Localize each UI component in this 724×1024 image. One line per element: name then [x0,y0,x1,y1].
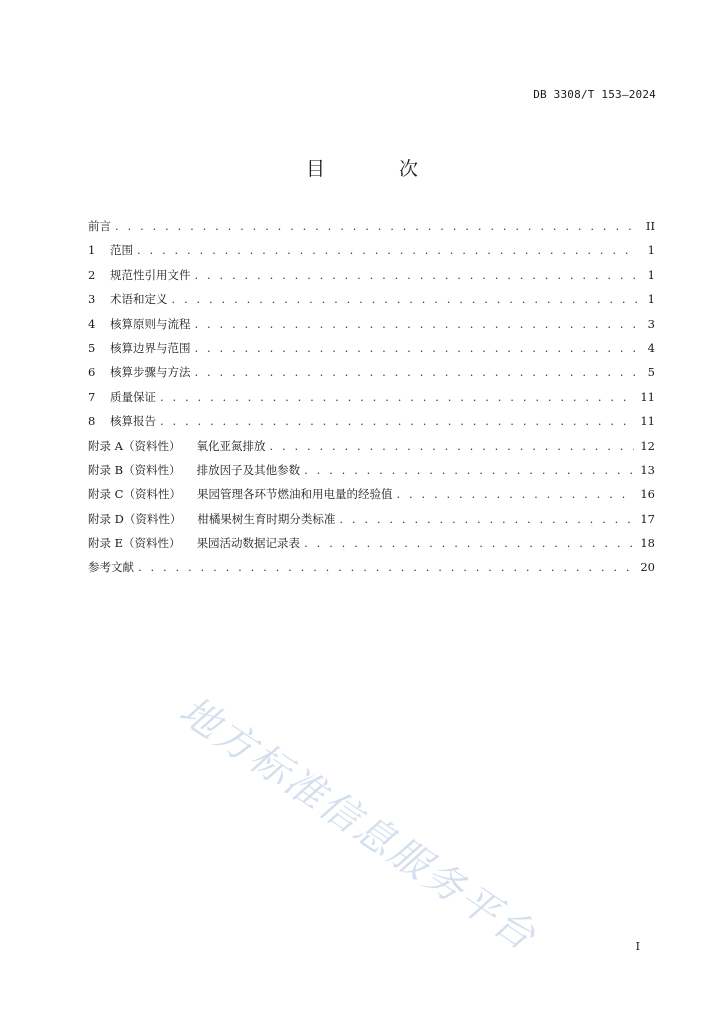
toc-entry-page: 5 [647,365,655,380]
toc-entry-normative-references[interactable] [88,267,655,291]
toc-entry-number: 4 [88,316,96,331]
toc-entry-number: 8 [88,414,96,429]
toc-dot-leader [195,317,638,331]
toc-dot-leader [138,560,634,574]
toc-entry-page: II [645,219,655,233]
toc-entry-appendix-a[interactable] [88,438,655,462]
toc-entry-appendix-e[interactable] [88,535,655,559]
toc-entry-label: 3 术语和定义 [88,292,168,307]
toc-entry-boundary[interactable] [88,340,655,364]
toc-entry-page: 11 [640,414,655,429]
watermark-text: 地方标准信息服务平台 [171,688,545,961]
toc-dot-leader [160,414,634,428]
toc-entry-label: 附录 C（资料性） 果园管理各环节燃油和用电量的经验值 [88,487,393,502]
toc-entry-label: 附录 B（资料性） 排放因子及其他参数 [88,462,301,477]
page-number: I [635,940,640,953]
toc-entry-scope[interactable] [88,242,655,266]
toc-dot-leader [137,243,637,257]
toc-entry-number: 6 [88,365,96,380]
toc-entry-page: 12 [640,438,655,453]
toc-entry-label: 6 核算步骤与方法 [88,365,191,380]
toc-entry-page: 13 [640,462,655,477]
toc-entry-appendix-b[interactable] [88,462,655,486]
toc-entry-label: 附录 E（资料性） 果园活动数据记录表 [88,536,301,551]
toc-entry-label: 8 核算报告 [88,414,156,429]
toc-entry-number: 2 [88,267,96,282]
toc-entry-page: 3 [647,316,655,331]
toc-entry-page: 1 [647,267,655,282]
toc-entry-steps[interactable] [88,364,655,388]
toc-dot-leader [195,268,638,282]
page-title: 目 次 [305,158,453,180]
toc-entry-report[interactable] [88,413,655,437]
toc-dot-leader [195,365,638,379]
toc-appendix-prefix: 附录 B（资料性） [88,462,181,477]
toc-entry-label: 4 核算原则与流程 [88,316,191,331]
toc-appendix-prefix: 附录 C（资料性） [88,487,181,502]
toc-appendix-prefix: 附录 A（资料性） [88,438,181,453]
toc-entry-page: 11 [640,389,655,404]
toc-dot-leader [304,463,634,477]
toc-entry-appendix-d[interactable] [88,511,655,535]
toc-entry-appendix-c[interactable] [88,486,655,510]
toc-entry-label: 1 范围 [88,243,133,258]
toc-entry-foreword[interactable] [88,218,655,242]
toc-entry-terms[interactable] [88,291,655,315]
toc-entry-label: 前言 [88,219,111,233]
toc-entry-page: 4 [647,340,655,355]
toc-entry-page: 17 [640,511,655,526]
toc-dot-leader [172,292,638,306]
toc-entry-number: 1 [88,243,96,258]
toc-dot-leader [339,512,634,526]
toc-entry-label: 附录 A（资料性） 氧化亚氮排放 [88,438,266,453]
toc-entry-number: 7 [88,389,96,404]
toc-dot-leader [195,341,638,355]
toc-entry-label: 2 规范性引用文件 [88,267,191,282]
toc-entry-number: 5 [88,340,96,355]
toc-entry-page: 18 [640,536,655,551]
table-of-contents [88,218,655,584]
toc-entry-bibliography[interactable] [88,559,655,583]
toc-entry-page: 20 [640,560,655,575]
toc-dot-leader [396,487,634,501]
toc-dot-leader [304,536,634,550]
toc-entry-label: 参考文献 [88,560,134,575]
toc-entry-quality[interactable] [88,389,655,413]
toc-dot-leader [160,390,634,404]
toc-dot-leader [269,439,634,453]
toc-entry-page: 1 [647,243,655,258]
toc-appendix-prefix: 附录 E（资料性） [88,536,181,551]
toc-entry-page: 16 [640,487,655,502]
toc-entry-principles[interactable] [88,316,655,340]
toc-entry-label: 附录 D（资料性） 柑橘果树生育时期分类标准 [88,511,336,526]
toc-dot-leader [115,219,637,233]
toc-entry-label: 5 核算边界与范围 [88,340,191,355]
document-code: DB 3308/T 153—2024 [533,88,656,101]
toc-entry-label: 7 质量保证 [88,389,156,404]
toc-entry-page: 1 [647,292,655,307]
toc-entry-number: 3 [88,292,96,307]
toc-appendix-prefix: 附录 D（资料性） [88,511,182,526]
